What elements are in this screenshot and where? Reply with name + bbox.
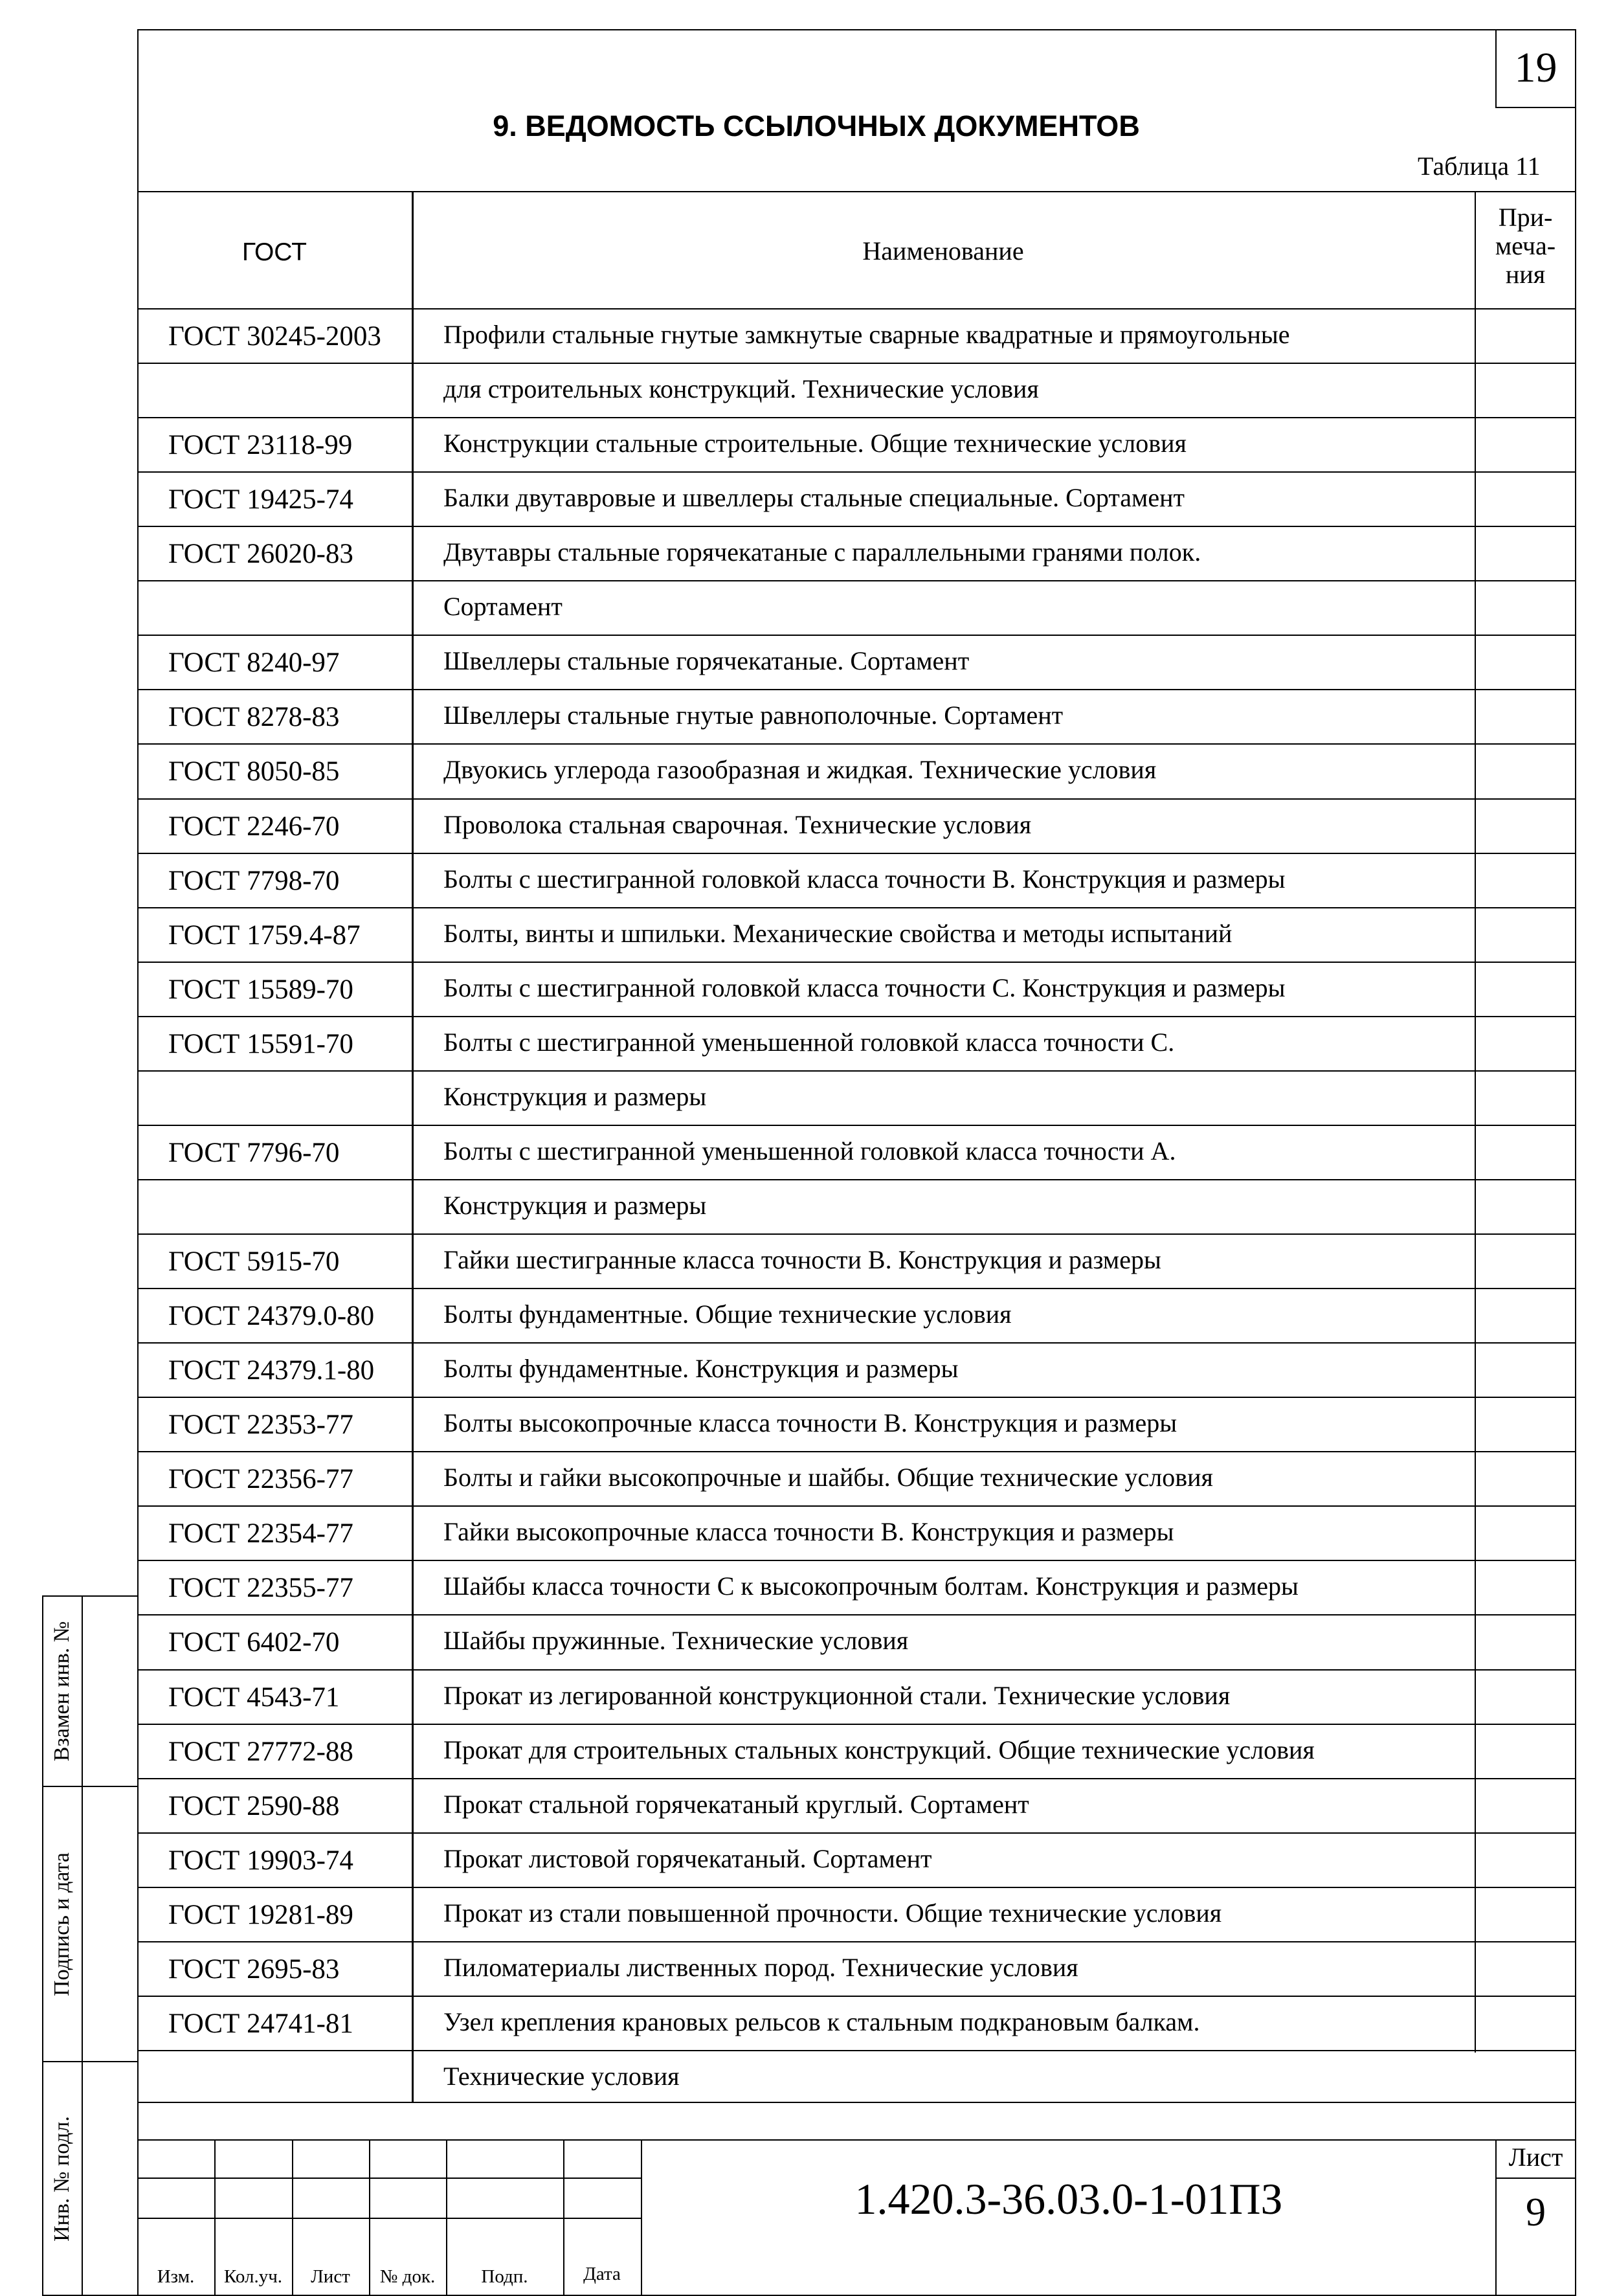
stamp-list: Лист (311, 2266, 350, 2287)
gost-number: ГОСТ 19281-89 (168, 1899, 353, 1930)
gost-number: ГОСТ 8278-83 (168, 702, 340, 733)
gost-number: ГОСТ 19903-74 (168, 1845, 353, 1876)
table-row (137, 1724, 1576, 1779)
gost-number: ГОСТ 15589-70 (168, 974, 353, 1005)
table-row (137, 744, 1576, 798)
document-name: Пиломатериалы лиственных пород. Технические условия (443, 1952, 1078, 1982)
gost-number: ГОСТ 23118-99 (168, 430, 353, 461)
document-name: Технические условия (443, 2061, 680, 2091)
table-row (137, 581, 1576, 635)
table-row (137, 1017, 1576, 1071)
document-name: Профили стальные гнутые замкнутые сварные квадратные и прямоугольные (443, 320, 1290, 349)
table-row (137, 799, 1576, 853)
document-name: Проволока стальная сварочная. Технические условия (443, 809, 1032, 839)
gost-number: ГОСТ 22356-77 (168, 1464, 353, 1495)
document-name: Болты и гайки высокопрочные и шайбы. Общие технические условия (443, 1463, 1213, 1492)
document-name: Сортамент (443, 592, 563, 622)
side-stamp-podpis: Подпись и дата (50, 1852, 74, 1996)
document-name: Швеллеры стальные горячекатаные. Сортамент (443, 646, 970, 676)
table-row (137, 1615, 1576, 1669)
table-row (137, 1397, 1576, 1452)
stamp-kol-uch: Кол.уч. (223, 2266, 283, 2287)
gost-number: ГОСТ 26020-83 (168, 539, 353, 570)
document-name: Прокат из стали повышенной прочности. Общие технические условия (443, 1898, 1222, 1928)
document-name: Болты фундаментные. Конструкция и размеры (443, 1354, 959, 1384)
table-row (137, 363, 1576, 418)
document-name: Болты высокопрочные класса точности В. Конструкция и размеры (443, 1408, 1177, 1438)
gost-number: ГОСТ 7796-70 (168, 1137, 340, 1168)
table-row (137, 1779, 1576, 1833)
gost-number: ГОСТ 30245-2003 (168, 321, 381, 352)
table-row (137, 908, 1576, 962)
side-stamp-podpis-cell (43, 1787, 82, 2061)
stamp-podp: Подп. (481, 2266, 528, 2287)
gost-number: ГОСТ 2590-88 (168, 1790, 340, 1821)
table-label: Таблица 11 (1418, 152, 1541, 181)
gost-number: ГОСТ 24741-81 (168, 2008, 353, 2039)
side-stamp-inv-cell (43, 2062, 82, 2295)
column-header-note-line: При- (1498, 203, 1553, 232)
gost-number: ГОСТ 24379.0-80 (168, 1301, 375, 1332)
gost-number: ГОСТ 6402-70 (168, 1627, 340, 1658)
gost-number: ГОСТ 4543-71 (168, 1682, 340, 1713)
gost-number: ГОСТ 5915-70 (168, 1246, 340, 1277)
page-title: 9. ВЕДОМОСТЬ ССЫЛОЧНЫХ ДОКУМЕНТОВ (493, 109, 1140, 142)
stamp-n-dok: № док. (379, 2266, 436, 2287)
gost-number: ГОСТ 1759.4-87 (168, 919, 361, 951)
gost-number: ГОСТ 8240-97 (168, 647, 340, 679)
table-row (137, 1506, 1576, 1560)
document-name: Прокат стальной горячекатаный круглый. Сортамент (443, 1789, 1029, 1819)
table-row (137, 526, 1576, 581)
table-row (137, 1560, 1576, 1615)
document-name: Конструкция и размеры (443, 1081, 707, 1111)
gost-number: ГОСТ 7798-70 (168, 865, 340, 896)
stamp-data: Дата (583, 2264, 621, 2284)
table-row (137, 690, 1576, 744)
side-stamp-vzamen: Взамен инв. № (50, 1621, 74, 1762)
page-number: 19 (1514, 44, 1557, 91)
sheet-label: Лист (1508, 2143, 1563, 2172)
gost-number: ГОСТ 15591-70 (168, 1028, 353, 1059)
table-row (137, 2051, 1576, 2105)
table-row (137, 1670, 1576, 1724)
table-row (137, 635, 1576, 690)
table-row (137, 962, 1576, 1017)
gost-number: ГОСТ 2246-70 (168, 811, 340, 842)
sheet-number: 9 (1526, 2190, 1546, 2234)
table-row (137, 853, 1576, 908)
table-row (137, 418, 1576, 472)
document-name: для строительных конструкций. Технические условия (443, 374, 1039, 404)
document-name: Прокат листовой горячекатаный. Сортамент (443, 1843, 932, 1873)
document-name: Шайбы класса точности С к высокопрочным болтам. Конструкция и размеры (443, 1571, 1299, 1601)
table-row (137, 1343, 1576, 1397)
gost-number: ГОСТ 22355-77 (168, 1573, 353, 1604)
document-name: Болты фундаментные. Общие технические условия (443, 1300, 1012, 1329)
document-name: Узел крепления крановых рельсов к стальным подкрановым балкам. (443, 2007, 1200, 2036)
document-designation: 1.420.3-36.03.0-1-01ПЗ (854, 2174, 1283, 2223)
table-row (137, 472, 1576, 526)
table-row (137, 1125, 1576, 1180)
document-name: Болты с шестигранной головкой класса точности С. Конструкция и размеры (443, 973, 1286, 1002)
side-stamp-vzamen-cell (43, 1597, 82, 1786)
document-name: Гайки шестигранные класса точности В. Конструкция и размеры (443, 1245, 1161, 1275)
gost-number: ГОСТ 22353-77 (168, 1410, 353, 1441)
table-row (137, 1996, 1576, 2051)
document-name: Конструкции стальные строительные. Общие технические условия (443, 429, 1187, 458)
table-row (137, 1452, 1576, 1506)
gost-number: ГОСТ 2695-83 (168, 1953, 340, 1985)
document-name: Двутавры стальные горячекатаные с параллельными гранями полок. (443, 537, 1201, 567)
document-name: Болты, винты и шпильки. Механические свойства и методы испытаний (443, 918, 1232, 948)
column-header-note (1475, 203, 1576, 289)
document-name: Балки двутавровые и швеллеры стальные специальные. Сортамент (443, 483, 1185, 513)
document-name: Конструкция и размеры (443, 1190, 707, 1220)
document-name: Шайбы пружинные. Технические условия (443, 1626, 909, 1656)
document-name: Болты с шестигранной уменьшенной головкой класса точности А. (443, 1136, 1176, 1165)
document-name: Гайки высокопрочные класса точности В. Конструкция и размеры (443, 1517, 1174, 1547)
table-row (137, 1833, 1576, 1887)
table-row (137, 309, 1576, 363)
stamp-izm: Изм. (157, 2266, 195, 2287)
document-name: Прокат для строительных стальных конструкций. Общие технические условия (443, 1735, 1315, 1764)
column-header-gost: ГОСТ (242, 238, 307, 266)
side-stamp-inv: Инв. № подл. (50, 2115, 74, 2242)
table-row (137, 1289, 1576, 1343)
document-name: Швеллеры стальные гнутые равнополочные. Сортамент (443, 701, 1064, 730)
table-row (137, 1942, 1576, 1996)
document-name: Болты с шестигранной уменьшенной головкой класса точности С. (443, 1027, 1175, 1057)
column-header-note-line: меча- (1495, 231, 1556, 260)
gost-number: ГОСТ 8050-85 (168, 756, 340, 787)
document-name: Болты с шестигранной головкой класса точности В. Конструкция и размеры (443, 864, 1286, 894)
column-header-note-line: ния (1505, 260, 1546, 289)
document-name: Прокат из легированной конструкционной стали. Технические условия (443, 1680, 1231, 1710)
gost-number: ГОСТ 19425-74 (168, 484, 353, 515)
gost-number: ГОСТ 27772-88 (168, 1736, 353, 1767)
table-row (137, 1180, 1576, 1234)
gost-number: ГОСТ 24379.1-80 (168, 1355, 375, 1386)
table-row (137, 1071, 1576, 1125)
column-header-name: Наименование (862, 236, 1024, 265)
gost-number: ГОСТ 22354-77 (168, 1518, 353, 1549)
table-row (137, 1234, 1576, 1289)
document-name: Двуокись углерода газообразная и жидкая. Технические условия (443, 755, 1157, 785)
table-row (137, 1887, 1576, 1942)
